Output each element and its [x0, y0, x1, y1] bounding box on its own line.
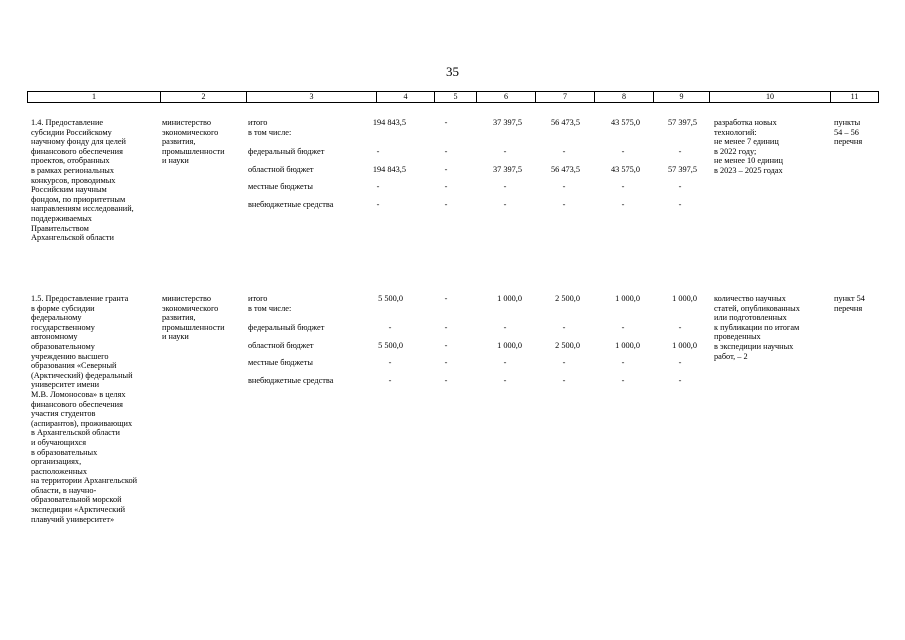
- amount-cell: -: [376, 200, 380, 209]
- amount-cell: 43 575,0: [610, 165, 640, 174]
- amount-cell: -: [678, 182, 682, 191]
- amount-cell: -: [678, 376, 682, 385]
- column-header-8: 8: [594, 92, 653, 102]
- amount-cell: -: [388, 358, 392, 367]
- amount-cell: -: [444, 165, 448, 174]
- column-header-1: 1: [92, 92, 96, 101]
- funding-source: итого в том числе:: [248, 294, 292, 313]
- activity-description: 1.4. Предоставление субсидии Российскому научному фонду для целей финансового обеспечения проектов, отобранных в рамках региональных конкурсов, проводимых Российским научным фондом, по приоритетным направлениям исследований, поддерживаемых Правительством Архангельской области: [31, 118, 134, 243]
- funding-source: областной бюджет: [248, 165, 314, 174]
- column-header-2: 2: [160, 92, 246, 102]
- amount-cell: -: [444, 147, 448, 156]
- column-header-3: 3: [246, 92, 376, 102]
- amount-cell: 194 843,5: [372, 165, 406, 174]
- reference: пункт 54 перечня: [834, 294, 865, 313]
- page-number: 35: [446, 64, 459, 79]
- executor: министерство экономического развития, промышленности и науки: [162, 118, 225, 166]
- expected-result: разработка новых технологий: не менее 7 единиц в 2022 году; не менее 10 единиц в 2023 – 2025 годах: [714, 118, 783, 175]
- amount-cell: -: [621, 358, 625, 367]
- amount-cell: -: [444, 323, 448, 332]
- amount-cell: 57 397,5: [667, 118, 697, 127]
- reference: пункты 54 – 56 перечня: [834, 118, 863, 147]
- column-header-11: 11: [830, 92, 878, 102]
- column-header-9: 9: [653, 92, 709, 102]
- column-header-10: 10: [709, 92, 830, 102]
- amount-cell: 43 575,0: [610, 118, 640, 127]
- amount-cell: -: [444, 294, 448, 303]
- amount-cell: -: [444, 118, 448, 127]
- funding-source: областной бюджет: [248, 341, 314, 350]
- amount-cell: -: [678, 323, 682, 332]
- amount-cell: -: [621, 182, 625, 191]
- amount-cell: -: [503, 147, 507, 156]
- amount-cell: -: [388, 376, 392, 385]
- amount-cell: 56 473,5: [550, 165, 580, 174]
- executor: министерство экономического развития, промышленности и науки: [162, 294, 225, 342]
- amount-cell: -: [621, 147, 625, 156]
- amount-cell: -: [621, 323, 625, 332]
- funding-source: местные бюджеты: [248, 182, 313, 191]
- amount-cell: 5 500,0: [378, 294, 403, 303]
- amount-cell: -: [503, 376, 507, 385]
- column-header-7: 7: [535, 92, 594, 102]
- column-header-6: 6: [476, 92, 535, 102]
- amount-cell: 57 397,5: [667, 165, 697, 174]
- amount-cell: -: [444, 182, 448, 191]
- amount-cell: -: [562, 200, 566, 209]
- amount-cell: 1 000,0: [497, 341, 522, 350]
- amount-cell: -: [444, 200, 448, 209]
- amount-cell: -: [376, 147, 380, 156]
- column-header-4: 4: [376, 92, 434, 102]
- amount-cell: 1 000,0: [615, 341, 640, 350]
- amount-cell: -: [388, 323, 392, 332]
- amount-cell: 1 000,0: [672, 294, 697, 303]
- amount-cell: -: [503, 358, 507, 367]
- amount-cell: -: [376, 182, 380, 191]
- amount-cell: 56 473,5: [550, 118, 580, 127]
- amount-cell: 1 000,0: [672, 341, 697, 350]
- funding-source: итого в том числе:: [248, 118, 292, 137]
- amount-cell: -: [678, 358, 682, 367]
- amount-cell: -: [678, 147, 682, 156]
- amount-cell: -: [562, 376, 566, 385]
- amount-cell: -: [444, 358, 448, 367]
- amount-cell: -: [562, 358, 566, 367]
- amount-cell: 2 500,0: [555, 294, 580, 303]
- amount-cell: 1 000,0: [497, 294, 522, 303]
- funding-source: внебюджетные средства: [248, 200, 334, 209]
- amount-cell: -: [444, 376, 448, 385]
- amount-cell: -: [503, 200, 507, 209]
- funding-source: федеральный бюджет: [248, 323, 325, 332]
- amount-cell: -: [678, 200, 682, 209]
- amount-cell: -: [562, 323, 566, 332]
- funding-source: местные бюджеты: [248, 358, 313, 367]
- amount-cell: 1 000,0: [615, 294, 640, 303]
- column-header-5: 5: [434, 92, 476, 102]
- amount-cell: -: [503, 182, 507, 191]
- amount-cell: 194 843,5: [372, 118, 406, 127]
- amount-cell: -: [562, 147, 566, 156]
- amount-cell: 2 500,0: [555, 341, 580, 350]
- funding-source: федеральный бюджет: [248, 147, 325, 156]
- amount-cell: -: [562, 182, 566, 191]
- amount-cell: 37 397,5: [492, 118, 522, 127]
- expected-result: количество научных статей, опубликованных или подготовленных к публикации по итогам проведенных в экспедиции научных работ, – 2: [714, 294, 800, 361]
- funding-source: внебюджетные средства: [248, 376, 334, 385]
- amount-cell: -: [503, 323, 507, 332]
- amount-cell: 5 500,0: [378, 341, 403, 350]
- amount-cell: 37 397,5: [492, 165, 522, 174]
- activity-description: 1.5. Предоставление гранта в форме субсидии федеральному государственному автономному образовательному учреждению высшего образования «Северный (Арктический) федеральный университет имени М.В. Ломоносова» в целях финансового обеспечения участия студентов (аспирантов), проживающих в Архангельской области и обучающихся в образовательных организациях, расположенных на территории Архангельской области, в научно- образовательной морской экспедиции «Арктический плавучий университет»: [31, 294, 138, 524]
- amount-cell: -: [621, 376, 625, 385]
- amount-cell: -: [444, 341, 448, 350]
- column-header-row: [27, 91, 879, 103]
- amount-cell: -: [621, 200, 625, 209]
